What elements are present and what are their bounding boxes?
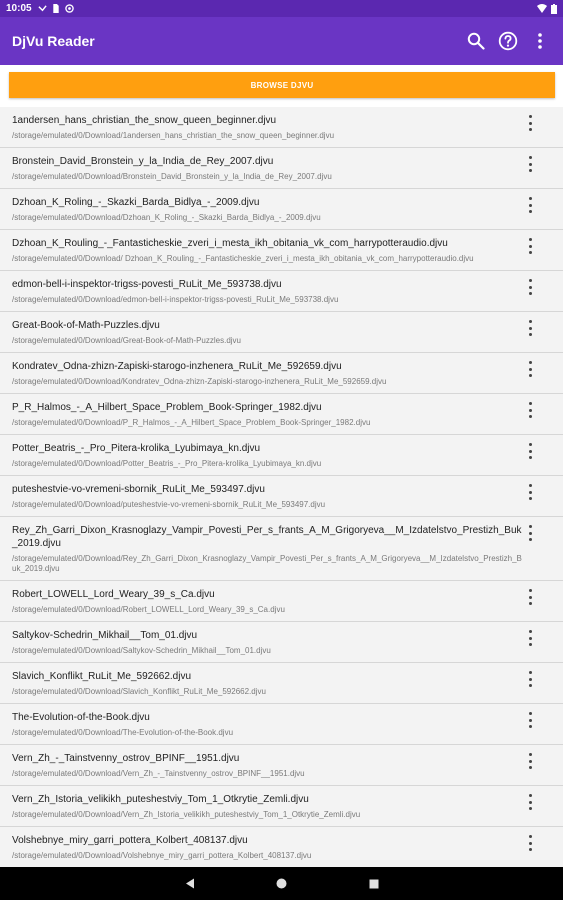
file-name: edmon-bell-i-inspektor-trigss-povesti_RuLit_Me_593738.djvu — [12, 279, 282, 290]
file-path: /storage/emulated/0/Download/Volshebnye_miry_garri_pottera_Kolbert_408137.djvu — [12, 851, 312, 860]
file-name: Dzhoan_K_Roling_-_Skazki_Barda_Bidlya_-_2009.djvu — [12, 197, 260, 208]
back-icon[interactable] — [183, 877, 197, 891]
item-menu-icon[interactable] — [525, 115, 535, 131]
file-name: Dzhoan_K_Rouling_-_Fantasticheskie_zveri_i_mesta_ikh_obitania_vk_com_harrypotteraudio.djvu — [12, 238, 448, 249]
file-list[interactable] — [0, 107, 563, 867]
file-list-item[interactable] — [0, 353, 563, 394]
file-list-item[interactable] — [0, 230, 563, 271]
file-path: /storage/emulated/0/Download/ Dzhoan_K_Rouling_-_Fantasticheskie_zveri_i_mesta_ikh_obitania_vk_com_harrypotteraudio.djvu — [12, 254, 474, 263]
item-menu-icon[interactable] — [525, 794, 535, 810]
sync-icon — [65, 4, 74, 13]
item-menu-icon[interactable] — [525, 589, 535, 605]
file-path: /storage/emulated/0/Download/1andersen_hans_christian_the_snow_queen_beginner.djvu — [12, 131, 335, 140]
status-time: 10:05 — [6, 3, 32, 14]
status-bar — [0, 0, 563, 17]
search-icon[interactable] — [465, 30, 487, 52]
file-list-item[interactable] — [0, 517, 563, 581]
item-menu-icon[interactable] — [525, 320, 535, 336]
recents-icon[interactable] — [367, 877, 381, 891]
file-path: /storage/emulated/0/Download/Dzhoan_K_Roling_-_Skazki_Barda_Bidlya_-_2009.djvu — [12, 213, 321, 222]
file-name: 1andersen_hans_christian_the_snow_queen_beginner.djvu — [12, 115, 277, 126]
app-actions — [465, 30, 551, 52]
item-menu-icon[interactable] — [525, 712, 535, 728]
file-path: /storage/emulated/0/Download/puteshestvie-vo-vremeni-sbornik_RuLit_Me_593497.djvu — [12, 500, 326, 509]
file-name: Kondratev_Odna-zhizn-Zapiski-starogo-inzhenera_RuLit_Me_592659.djvu — [12, 361, 342, 372]
file-path: /storage/emulated/0/Download/Slavich_Konflikt_RuLit_Me_592662.djvu — [12, 687, 266, 696]
file-list-item[interactable] — [0, 581, 563, 622]
file-name: Vern_Zh_Istoria_velikikh_puteshestviy_Tom_1_Otkrytie_Zemli.djvu — [12, 794, 309, 805]
missed-call-icon — [38, 4, 47, 13]
file-name: puteshestvie-vo-vremeni-sbornik_RuLit_Me_593497.djvu — [12, 484, 265, 495]
file-path: /storage/emulated/0/Download/Potter_Beatris_-_Pro_Pitera-krolika_Lyubimaya_kn.djvu — [12, 459, 322, 468]
file-list-item[interactable] — [0, 704, 563, 745]
item-menu-icon[interactable] — [525, 279, 535, 295]
file-path: /storage/emulated/0/Download/Vern_Zh_-_Tainstvenny_ostrov_BPINF__1951.djvu — [12, 769, 305, 778]
file-list-item[interactable] — [0, 663, 563, 704]
item-menu-icon[interactable] — [525, 835, 535, 851]
file-name: The-Evolution-of-the-Book.djvu — [12, 712, 150, 723]
item-menu-icon[interactable] — [525, 361, 535, 377]
item-menu-icon[interactable] — [525, 238, 535, 254]
file-name: Volshebnye_miry_garri_pottera_Kolbert_408137.djvu — [12, 835, 248, 846]
file-path: /storage/emulated/0/Download/The-Evolution-of-the-Book.djvu — [12, 728, 234, 737]
file-list-item[interactable] — [0, 622, 563, 663]
file-path: /storage/emulated/0/Download/Saltykov-Schedrin_Mikhail__Tom_01.djvu — [12, 646, 271, 655]
item-menu-icon[interactable] — [525, 753, 535, 769]
file-list-item[interactable] — [0, 148, 563, 189]
file-path: /storage/emulated/0/Download/Great-Book-of-Math-Puzzles.djvu — [12, 336, 241, 345]
file-list-item[interactable] — [0, 312, 563, 353]
item-menu-icon[interactable] — [525, 525, 535, 541]
file-path: /storage/emulated/0/Download/Robert_LOWELL_Lord_Weary_39_s_Ca.djvu — [12, 605, 285, 614]
file-path: /storage/emulated/0/Download/Vern_Zh_Istoria_velikikh_puteshestviy_Tom_1_Otkrytie_Zemli.djvu — [12, 810, 361, 819]
file-list-item[interactable] — [0, 107, 563, 148]
app-title: DjVu Reader — [12, 33, 95, 49]
browse-section — [0, 65, 563, 107]
item-menu-icon[interactable] — [525, 156, 535, 172]
status-icons — [38, 4, 74, 13]
item-menu-icon[interactable] — [525, 443, 535, 459]
file-list-item[interactable] — [0, 745, 563, 786]
file-name: Bronstein_David_Bronstein_y_la_India_de_Rey_2007.djvu — [12, 156, 274, 167]
file-path: /storage/emulated/0/Download/Bronstein_David_Bronstein_y_la_India_de_Rey_2007.djvu — [12, 172, 332, 181]
file-name: Great-Book-of-Math-Puzzles.djvu — [12, 320, 160, 331]
file-name: Slavich_Konflikt_RuLit_Me_592662.djvu — [12, 671, 192, 682]
status-right — [537, 4, 557, 14]
item-menu-icon[interactable] — [525, 671, 535, 687]
item-menu-icon[interactable] — [525, 630, 535, 646]
overflow-menu-icon[interactable] — [529, 30, 551, 52]
wifi-icon — [537, 4, 547, 13]
file-list-item[interactable] — [0, 435, 563, 476]
battery-icon — [551, 4, 557, 14]
file-list-item[interactable] — [0, 476, 563, 517]
file-list-item[interactable] — [0, 394, 563, 435]
file-list-item[interactable] — [0, 786, 563, 827]
item-menu-icon[interactable] — [525, 197, 535, 213]
sim-card-icon — [52, 4, 60, 13]
file-path: /storage/emulated/0/Download/edmon-bell-i-inspektor-trigss-povesti_RuLit_Me_593738.djvu — [12, 295, 339, 304]
file-name: Robert_LOWELL_Lord_Weary_39_s_Ca.djvu — [12, 589, 215, 600]
item-menu-icon[interactable] — [525, 402, 535, 418]
file-name: Saltykov-Schedrin_Mikhail__Tom_01.djvu — [12, 630, 198, 641]
file-path: /storage/emulated/0/Download/P_R_Halmos_-_A_Hilbert_Space_Problem_Book-Springer_1982.djvu — [12, 418, 371, 427]
item-menu-icon[interactable] — [525, 484, 535, 500]
file-name: Potter_Beatris_-_Pro_Pitera-krolika_Lyubimaya_kn.djvu — [12, 443, 261, 454]
file-list-item[interactable] — [0, 271, 563, 312]
file-name: P_R_Halmos_-_A_Hilbert_Space_Problem_Book-Springer_1982.djvu — [12, 402, 322, 413]
file-name: Rey_Zh_Garri_Dixon_Krasnoglazy_Vampir_Povesti_Per_s_frants_A_M_Grigoryeva__M_Izdatelstvo_Prestizh_Buk_2019.djvu — [12, 525, 522, 549]
help-icon[interactable] — [497, 30, 519, 52]
file-name: Vern_Zh_-_Tainstvenny_ostrov_BPINF__1951.djvu — [12, 753, 240, 764]
browse-djvu-button[interactable]: BROWSE DJVU — [9, 72, 555, 98]
file-path: /storage/emulated/0/Download/Rey_Zh_Garri_Dixon_Krasnoglazy_Vampir_Povesti_Per_s_frants_A_M_Grigoryeva__M_Izdatelstvo_Prestizh_Buk_2019.djvu — [12, 554, 522, 573]
file-list-item[interactable] — [0, 189, 563, 230]
app-bar — [0, 17, 563, 65]
file-path: /storage/emulated/0/Download/Kondratev_Odna-zhizn-Zapiski-starogo-inzhenera_RuLit_Me_592659.djvu — [12, 377, 387, 386]
navigation-bar — [0, 867, 563, 900]
file-list-item[interactable] — [0, 827, 563, 867]
home-icon[interactable] — [275, 877, 289, 891]
